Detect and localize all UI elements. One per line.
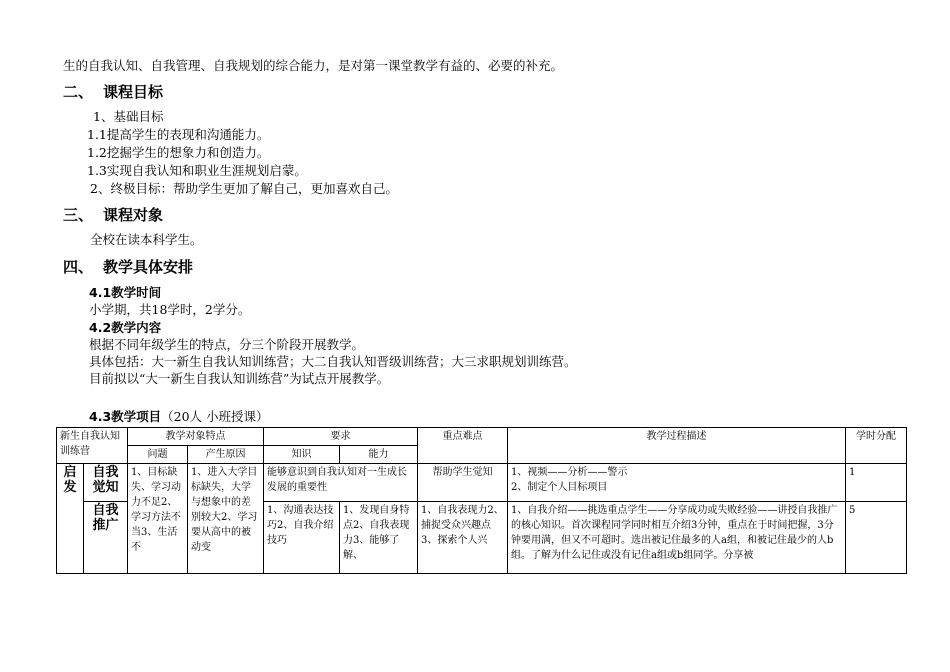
section-number: 三、 bbox=[63, 206, 94, 224]
header-key-points: 重点难点 bbox=[418, 428, 508, 464]
section-heading-audience bbox=[63, 205, 163, 225]
process-cell: 1、自我介绍——挑选重点学生——分享成功或失败经验——讲授自我推广的核心知识。首次课程同学同时相互介绍3分钟，重点在于时间把握，3分钟要用满，但又不可超时。选出被记住最多的人a组，和被记住最少的人b组。了解为什么记住或没有记住a组或b组同学。分享被 bbox=[508, 502, 846, 574]
section-heading-schedule bbox=[63, 257, 193, 277]
goal-item: 1、基础目标 bbox=[93, 109, 164, 124]
goal-item: 1.3实现自我认知和职业生涯规划启蒙。 bbox=[87, 163, 307, 178]
problem-cell: 1、目标缺失、学习动力不足2、学习方法不当3、生活不 bbox=[128, 464, 188, 574]
key-points-cell: 1、自我表现力2、捕捉受众兴趣点3、探索个人兴 bbox=[418, 502, 508, 574]
knowledge-cell: 能够意识到自我认知对一生成长发展的重要性 bbox=[264, 464, 418, 502]
section-title: 课程目标 bbox=[103, 83, 164, 101]
intro-text: 生的自我认知、自我管理、自我规划的综合能力，是对第一课堂教学有益的、必要的补充。 bbox=[63, 58, 564, 73]
header-ability: 能力 bbox=[340, 446, 418, 464]
subheading-projects bbox=[89, 409, 269, 425]
time-text: 小学期，共18学时，2学分。 bbox=[89, 302, 251, 317]
goal-item: 1.2挖掘学生的想象力和创造力。 bbox=[87, 145, 270, 160]
projects-heading: 4.3教学项目 bbox=[89, 409, 162, 424]
hours-cell: 5 bbox=[846, 502, 907, 574]
process-step: 2、制定个人目标项目 bbox=[511, 482, 608, 493]
cause-cell: 1、进入大学目标缺失，大学与想象中的差别较大2、学习要从高中的被动变 bbox=[188, 464, 264, 574]
subheading-time: 4.1教学时间 bbox=[89, 285, 162, 300]
audience-text: 全校在读本科学生。 bbox=[90, 232, 203, 247]
subheading-content: 4.2教学内容 bbox=[89, 320, 162, 335]
content-line: 目前拟以“大一新生自我认知训练营”为试点开展教学。 bbox=[89, 371, 390, 386]
section-number: 二、 bbox=[63, 83, 94, 101]
ability-cell: 1、发现自身特点2、自我表现力3、能够了解、 bbox=[340, 502, 418, 574]
header-hours: 学时分配 bbox=[846, 428, 907, 464]
process-cell bbox=[508, 464, 846, 502]
goal-item: 1.1提高学生的表现和沟通能力。 bbox=[87, 127, 270, 142]
phase-cell: 启发 bbox=[57, 464, 84, 574]
section-number: 四、 bbox=[63, 258, 94, 276]
section-title: 课程对象 bbox=[103, 206, 164, 224]
knowledge-cell: 1、沟通表达技巧2、自我介绍技巧 bbox=[264, 502, 340, 574]
process-step: 1、视频——分析——警示 bbox=[511, 467, 628, 478]
header-requirements: 要求 bbox=[264, 428, 418, 446]
section-heading-goals bbox=[63, 82, 163, 102]
teaching-plan-table bbox=[56, 427, 907, 574]
table-row bbox=[57, 464, 907, 502]
stage-cell: 自我推广 bbox=[84, 502, 128, 574]
content-line: 根据不同年级学生的特点，分三个阶段开展教学。 bbox=[89, 337, 365, 352]
header-cause: 产生原因 bbox=[188, 446, 264, 464]
header-problem: 问题 bbox=[128, 446, 188, 464]
goal-item: 2、终极目标：帮助学生更加了解自己，更加喜欢自己。 bbox=[90, 181, 398, 196]
key-points-cell: 帮助学生觉知 bbox=[418, 464, 508, 502]
header-camp-name: 新生自我认知训练营 bbox=[57, 428, 128, 464]
section-title: 教学具体安排 bbox=[103, 258, 194, 276]
header-knowledge: 知识 bbox=[264, 446, 340, 464]
projects-note: （20人 小班授课） bbox=[161, 409, 269, 424]
hours-cell: 1 bbox=[846, 464, 907, 502]
header-features: 教学对象特点 bbox=[128, 428, 264, 446]
stage-cell: 自我觉知 bbox=[84, 464, 128, 502]
header-process: 教学过程描述 bbox=[508, 428, 846, 464]
content-line: 具体包括：大一新生自我认知训练营；大二自我认知晋级训练营；大三求职规划训练营。 bbox=[89, 354, 577, 369]
